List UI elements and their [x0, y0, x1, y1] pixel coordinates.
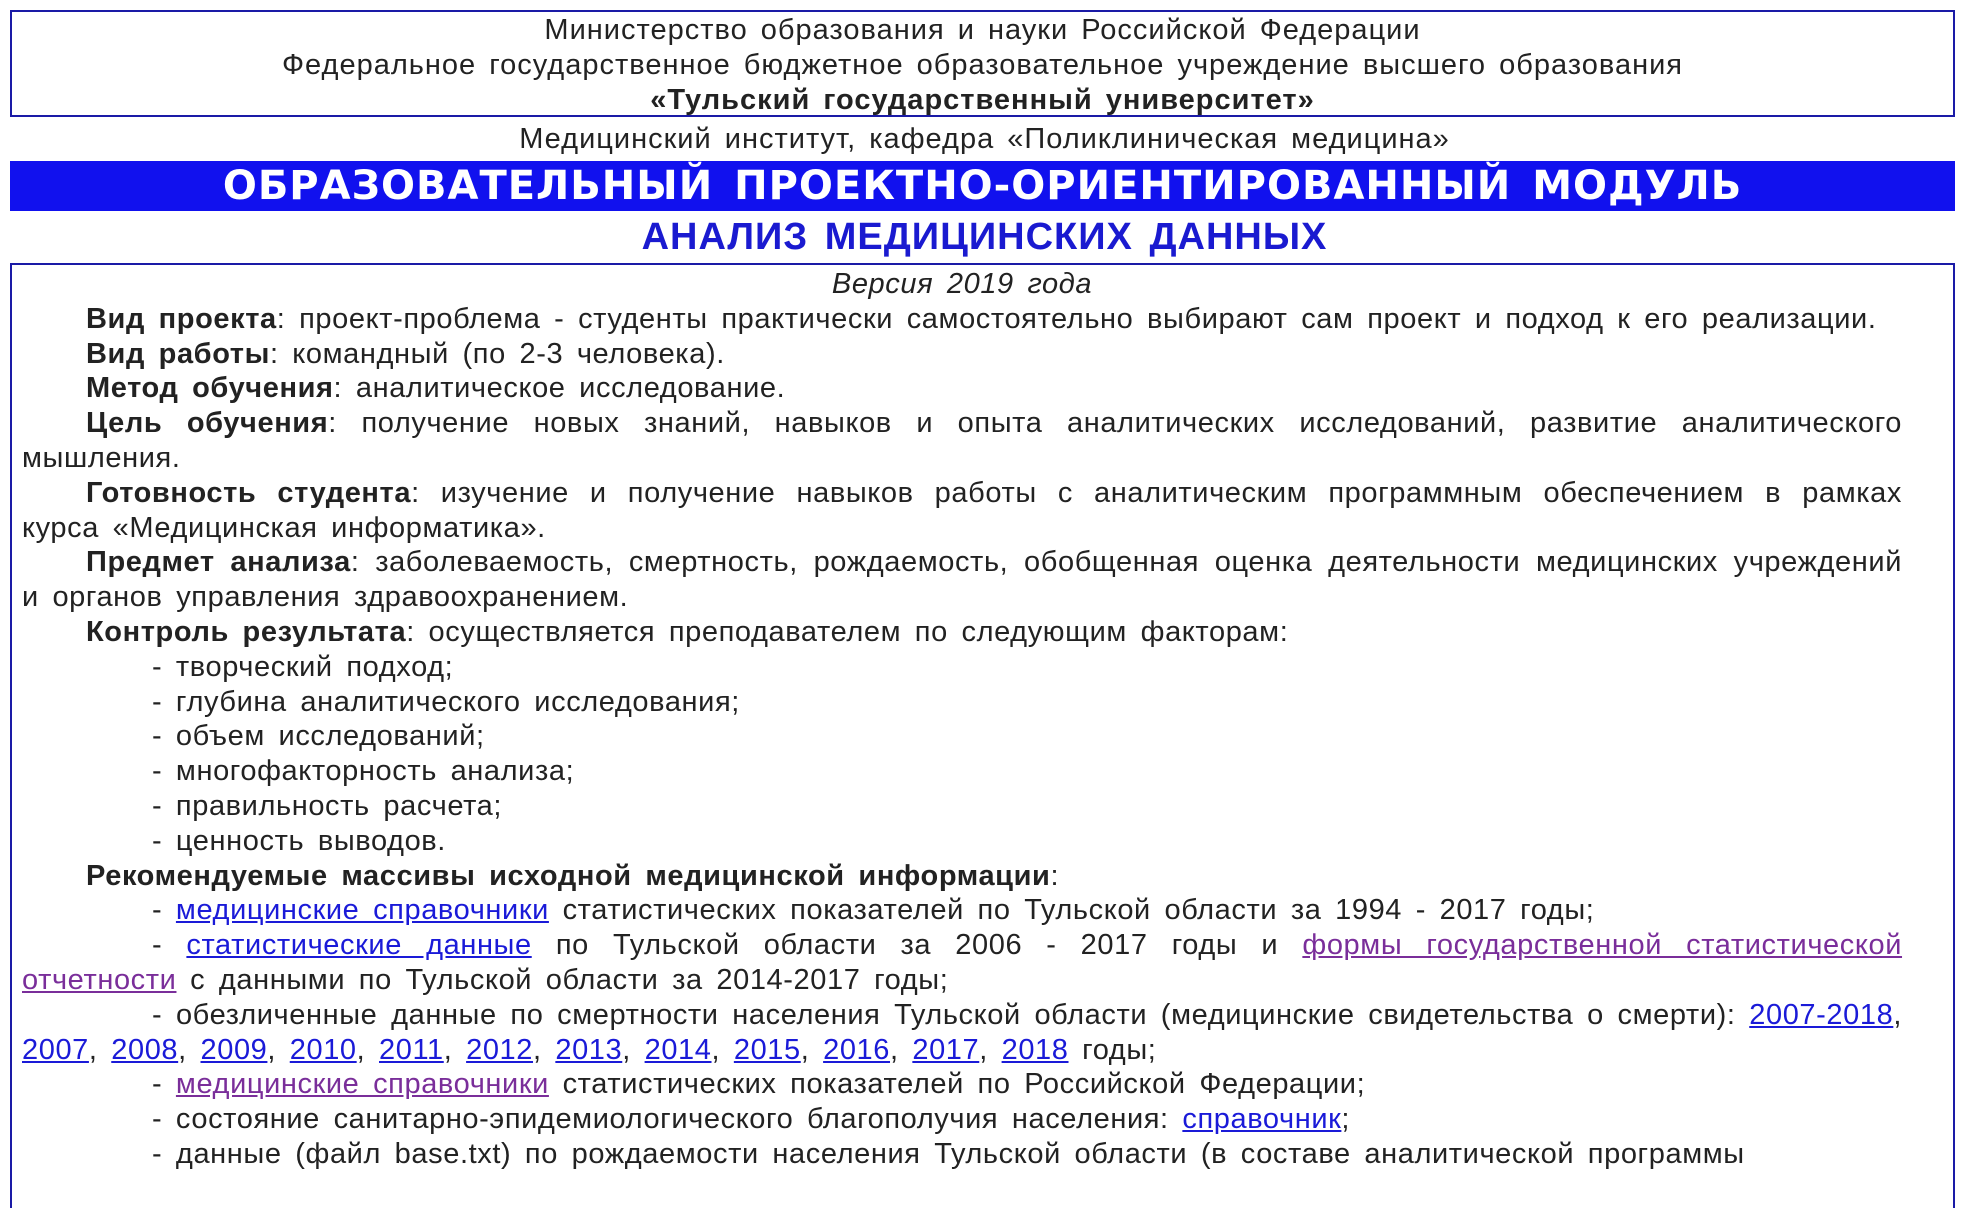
- separator: ,: [533, 1033, 556, 1066]
- field-label: Контроль результата: [86, 615, 407, 648]
- field-analysis-subject: [22, 545, 1902, 615]
- mortality-year-link[interactable]: 2015: [733, 1033, 801, 1066]
- source-item-statistics: [22, 928, 1902, 998]
- control-item: - творческий подход;: [152, 650, 454, 683]
- sanitary-handbook-link[interactable]: справочник: [1182, 1103, 1342, 1136]
- dash: -: [152, 894, 176, 927]
- separator: ,: [890, 1033, 913, 1066]
- version-line: Версия 2019 года: [831, 268, 1093, 300]
- field-work-type: [22, 337, 1902, 372]
- mortality-year-link[interactable]: 2018: [1001, 1033, 1069, 1066]
- mortality-year-link[interactable]: 2017: [912, 1033, 980, 1066]
- field-text: : заболеваемость, смертность, рождаемость, обобщенная оценка деятельности медицинских учреждений и органов управления здравоохранением.: [22, 546, 1902, 614]
- separator: ,: [800, 1033, 824, 1066]
- statistical-data-link[interactable]: статистические данные: [186, 929, 532, 962]
- module-title-banner: ОБРАЗОВАТЕЛЬНЫЙ ПРОЕКТНО-ОРИЕНТИРОВАННЫЙ МОДУЛЬ: [10, 161, 1955, 211]
- content-frame: [10, 263, 1955, 1208]
- field-label: Цель обучения: [86, 407, 329, 440]
- document-body: [22, 267, 1902, 1172]
- source-text: по Тульской области за 2006 - 2017 годы и: [531, 929, 1303, 962]
- source-text: ;: [1341, 1103, 1351, 1136]
- mortality-year-link[interactable]: 2012: [466, 1033, 534, 1066]
- separator: ,: [979, 1033, 1002, 1066]
- separator: ,: [443, 1033, 467, 1066]
- university-name: «Тульский государственный университет»: [650, 84, 1315, 116]
- source-item-russia-handbooks: [22, 1067, 1902, 1102]
- control-item: - многофакторность анализа;: [152, 755, 575, 788]
- dash: -: [152, 1068, 176, 1101]
- control-item: - объем исследований;: [152, 720, 485, 753]
- sources-label: Рекомендуемые массивы исходной медицинской информации: [86, 859, 1051, 892]
- institute-department-line: Медицинский институт, кафедра «Поликлиническая медицина»: [519, 123, 1450, 155]
- field-label: Готовность студента: [86, 476, 412, 509]
- mortality-year-link[interactable]: 2016: [823, 1033, 891, 1066]
- mortality-year-link[interactable]: 2010: [289, 1033, 357, 1066]
- control-item: - глубина аналитического исследования;: [152, 685, 740, 718]
- russia-handbooks-link[interactable]: медицинские справочники: [175, 1068, 549, 1101]
- source-item-mortality: [22, 998, 1902, 1068]
- separator: ,: [88, 1033, 112, 1066]
- separator: ,: [1893, 998, 1902, 1031]
- field-text: : аналитическое исследование.: [333, 372, 786, 405]
- mortality-year-link[interactable]: 2011: [379, 1033, 444, 1066]
- dash: -: [152, 1103, 176, 1136]
- mortality-year-link[interactable]: 2014: [644, 1033, 712, 1066]
- separator: ,: [622, 1033, 645, 1066]
- source-text: состояние санитарно-эпидемиологического благополучия населения:: [175, 1103, 1183, 1136]
- dash: -: [152, 998, 176, 1031]
- field-text: : проект-проблема - студенты практически самостоятельно выбирают сам проект и подход к его реализации.: [276, 302, 1877, 335]
- separator: ,: [711, 1033, 734, 1066]
- mortality-year-link[interactable]: 2013: [555, 1033, 623, 1066]
- source-item-birth-data: [22, 1137, 1902, 1172]
- separator: ,: [178, 1033, 201, 1066]
- ministry-line: Министерство образования и науки Российской Федерации: [544, 14, 1421, 46]
- source-text: статистических показателей по Российской Федерации;: [548, 1068, 1366, 1101]
- mortality-year-link[interactable]: 2009: [200, 1033, 268, 1066]
- separator: ,: [267, 1033, 290, 1066]
- field-text: : осуществляется преподавателем по следующим факторам:: [406, 615, 1289, 648]
- mortality-year-link[interactable]: 2007: [22, 1033, 89, 1066]
- field-text: : получение новых знаний, навыков и опыта аналитических исследований, развитие аналитического мышления.: [22, 407, 1902, 474]
- mortality-range-link[interactable]: 2007-2018: [1749, 998, 1894, 1031]
- control-item: - ценность выводов.: [152, 824, 446, 857]
- field-result-control: [22, 615, 1902, 650]
- regional-handbooks-link[interactable]: медицинские справочники: [175, 894, 549, 927]
- field-label: Предмет анализа: [86, 546, 351, 579]
- control-item: - правильность расчета;: [152, 789, 503, 822]
- source-text: обезличенные данные по смертности населения Тульской области (медицинские свидетельства о смерти):: [175, 998, 1750, 1031]
- field-learning-goal: [22, 406, 1902, 476]
- source-text: статистических показателей по Тульской области за 1994 - 2017 годы;: [548, 894, 1595, 927]
- field-project-type: [22, 302, 1902, 337]
- sources-colon: :: [1050, 859, 1060, 892]
- ministry-header: [10, 10, 1955, 117]
- dash: -: [152, 929, 187, 962]
- source-item-regional-handbooks: [22, 893, 1902, 928]
- field-text: : изучение и получение навыков работы с аналитическим программным обеспечением в рамках курса «Медицинская информатика».: [22, 476, 1902, 544]
- sources-heading: [22, 859, 1902, 894]
- institution-type-line: Федеральное государственное бюджетное образовательное учреждение высшего образования: [281, 49, 1684, 81]
- field-label: Вид работы: [86, 337, 270, 370]
- dash: -: [152, 1137, 176, 1170]
- state-statistics-forms-link[interactable]: формы государственной статистической отчетности: [22, 929, 1903, 996]
- mortality-year-link[interactable]: 2008: [111, 1033, 179, 1066]
- field-teaching-method: [22, 371, 1902, 406]
- field-label: Метод обучения: [86, 372, 334, 405]
- source-item-sanitary: [22, 1102, 1902, 1137]
- source-text: данные (файл base.txt) по рождаемости населения Тульской области (в составе аналитической программы: [175, 1137, 1745, 1170]
- field-student-readiness: [22, 476, 1902, 546]
- source-text: годы;: [1068, 1033, 1157, 1066]
- source-text: с данными по Тульской области за 2014-2017 годы;: [176, 963, 949, 996]
- field-text: : командный (по 2-3 человека).: [269, 337, 725, 370]
- separator: ,: [356, 1033, 379, 1066]
- module-subtitle: АНАЛИЗ МЕДИЦИНСКИХ ДАННЫХ: [641, 216, 1328, 258]
- field-label: Вид проекта: [86, 302, 277, 335]
